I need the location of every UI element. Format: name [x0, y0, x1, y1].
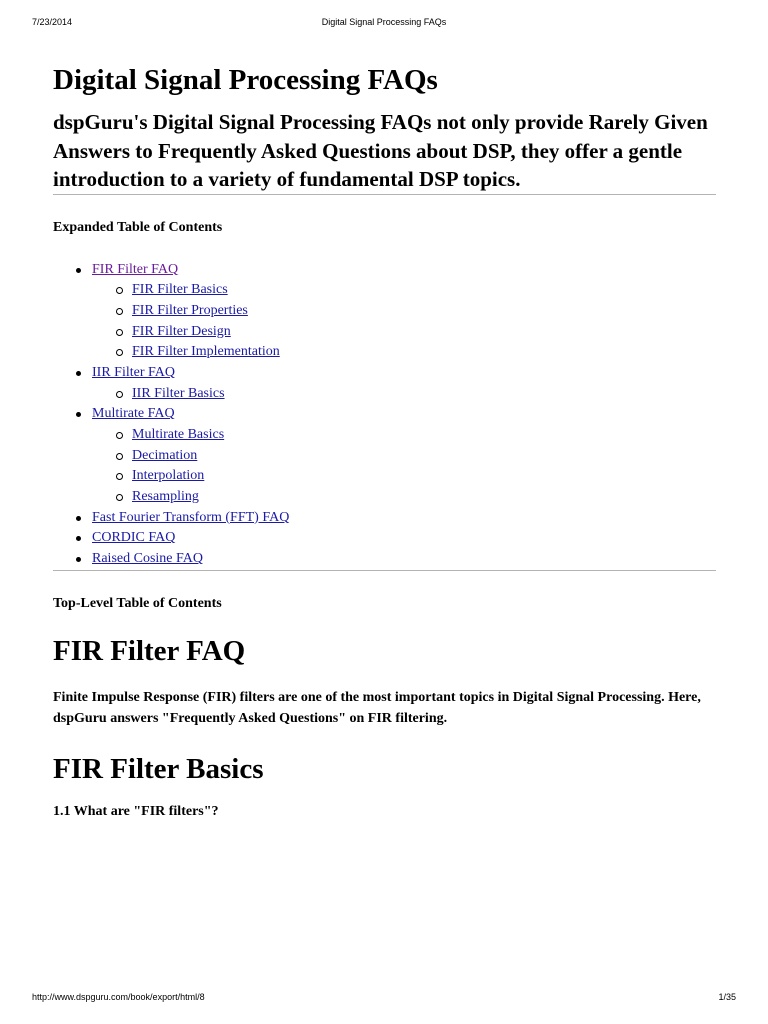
- bullet-circle-icon: [116, 329, 123, 336]
- divider: [53, 194, 716, 195]
- toc-link[interactable]: Fast Fourier Transform (FFT) FAQ: [92, 509, 290, 525]
- page-title: Digital Signal Processing FAQs: [53, 64, 438, 96]
- toc-link[interactable]: Multirate FAQ: [92, 406, 175, 422]
- print-page-number: 1/35: [718, 992, 736, 1002]
- toc-link[interactable]: IIR Filter FAQ: [92, 364, 175, 380]
- toc-item-fir-filter-design: [53, 322, 716, 343]
- document-content: [53, 56, 716, 821]
- toc-link[interactable]: CORDIC FAQ: [92, 530, 176, 546]
- toc-link[interactable]: FIR Filter Properties: [132, 302, 248, 318]
- bullet-circle-icon: [116, 432, 123, 439]
- expanded-toc-heading: Expanded Table of Contents: [53, 219, 223, 235]
- toc-item-decimation: [53, 446, 716, 467]
- bullet-circle-icon: [116, 391, 123, 398]
- bullet-disc-icon: [76, 516, 81, 521]
- toc-item-fir-filter-properties: [53, 301, 716, 322]
- bullet-disc-icon: [76, 536, 81, 541]
- toc-link[interactable]: FIR Filter FAQ: [92, 261, 179, 277]
- toc-link[interactable]: Raised Cosine FAQ: [92, 551, 203, 567]
- bullet-circle-icon: [116, 453, 123, 460]
- toc-item-multirate-faq: [53, 404, 716, 425]
- bullet-circle-icon: [116, 473, 123, 480]
- toc-link[interactable]: Interpolation: [132, 468, 205, 484]
- divider: [53, 570, 716, 571]
- toc-link[interactable]: FIR Filter Implementation: [132, 344, 280, 360]
- toc-link[interactable]: Decimation: [132, 447, 198, 463]
- toc-item-cordic-faq: [53, 528, 716, 549]
- print-url: http://www.dspguru.com/book/export/html/8: [32, 992, 205, 1002]
- toc-item-resampling: [53, 487, 716, 508]
- fir-basics-heading: FIR Filter Basics: [53, 752, 264, 785]
- print-header: [0, 17, 768, 31]
- bullet-circle-icon: [116, 494, 123, 501]
- toc-item-interpolation: [53, 466, 716, 487]
- print-footer: [0, 992, 768, 1006]
- toc-link[interactable]: FIR Filter Design: [132, 323, 231, 339]
- toc-link[interactable]: IIR Filter Basics: [132, 385, 225, 401]
- lead-paragraph: dspGuru's Digital Signal Processing FAQs not only provide Rarely Given Answers to Frequently Asked Questions about DSP, they offer a gentle introduction to a variety of fundamental DSP topics.: [53, 110, 708, 191]
- toc-item-fft-faq: [53, 508, 716, 529]
- fir-faq-heading: FIR Filter FAQ: [53, 634, 246, 667]
- bullet-disc-icon: [76, 412, 81, 417]
- toc-link[interactable]: Resampling: [132, 489, 199, 505]
- toc-item-iir-filter-faq: [53, 363, 716, 384]
- toc-item-fir-filter-basics: [53, 280, 716, 301]
- print-title: Digital Signal Processing FAQs: [321, 17, 447, 27]
- bullet-disc-icon: [76, 268, 81, 273]
- toc-link[interactable]: FIR Filter Basics: [132, 282, 228, 298]
- toc-item-iir-filter-basics: [53, 384, 716, 405]
- bullet-disc-icon: [76, 371, 81, 376]
- toc-link[interactable]: Multirate Basics: [132, 427, 225, 442]
- top-level-toc-heading: Top-Level Table of Contents: [53, 595, 222, 611]
- bullet-circle-icon: [116, 349, 123, 356]
- question-heading: 1.1 What are "FIR filters"?: [53, 803, 219, 819]
- print-date: 7/23/2014: [32, 17, 73, 27]
- bullet-circle-icon: [116, 308, 123, 315]
- fir-faq-intro: Finite Impulse Response (FIR) filters are one of the most important topics in Digital Signal Processing. Here, dspGuru answers "Frequently Asked Questions" on FIR filtering.: [53, 689, 701, 726]
- toc-item-fir-filter-faq: [53, 260, 716, 281]
- expanded-toc-list: [53, 260, 716, 570]
- bullet-disc-icon: [76, 557, 81, 562]
- toc-item-multirate-basics: [53, 425, 716, 446]
- bullet-circle-icon: [116, 287, 123, 294]
- toc-item-fir-filter-implementation: [53, 342, 716, 363]
- toc-item-raised-cosine-faq: [53, 549, 716, 570]
